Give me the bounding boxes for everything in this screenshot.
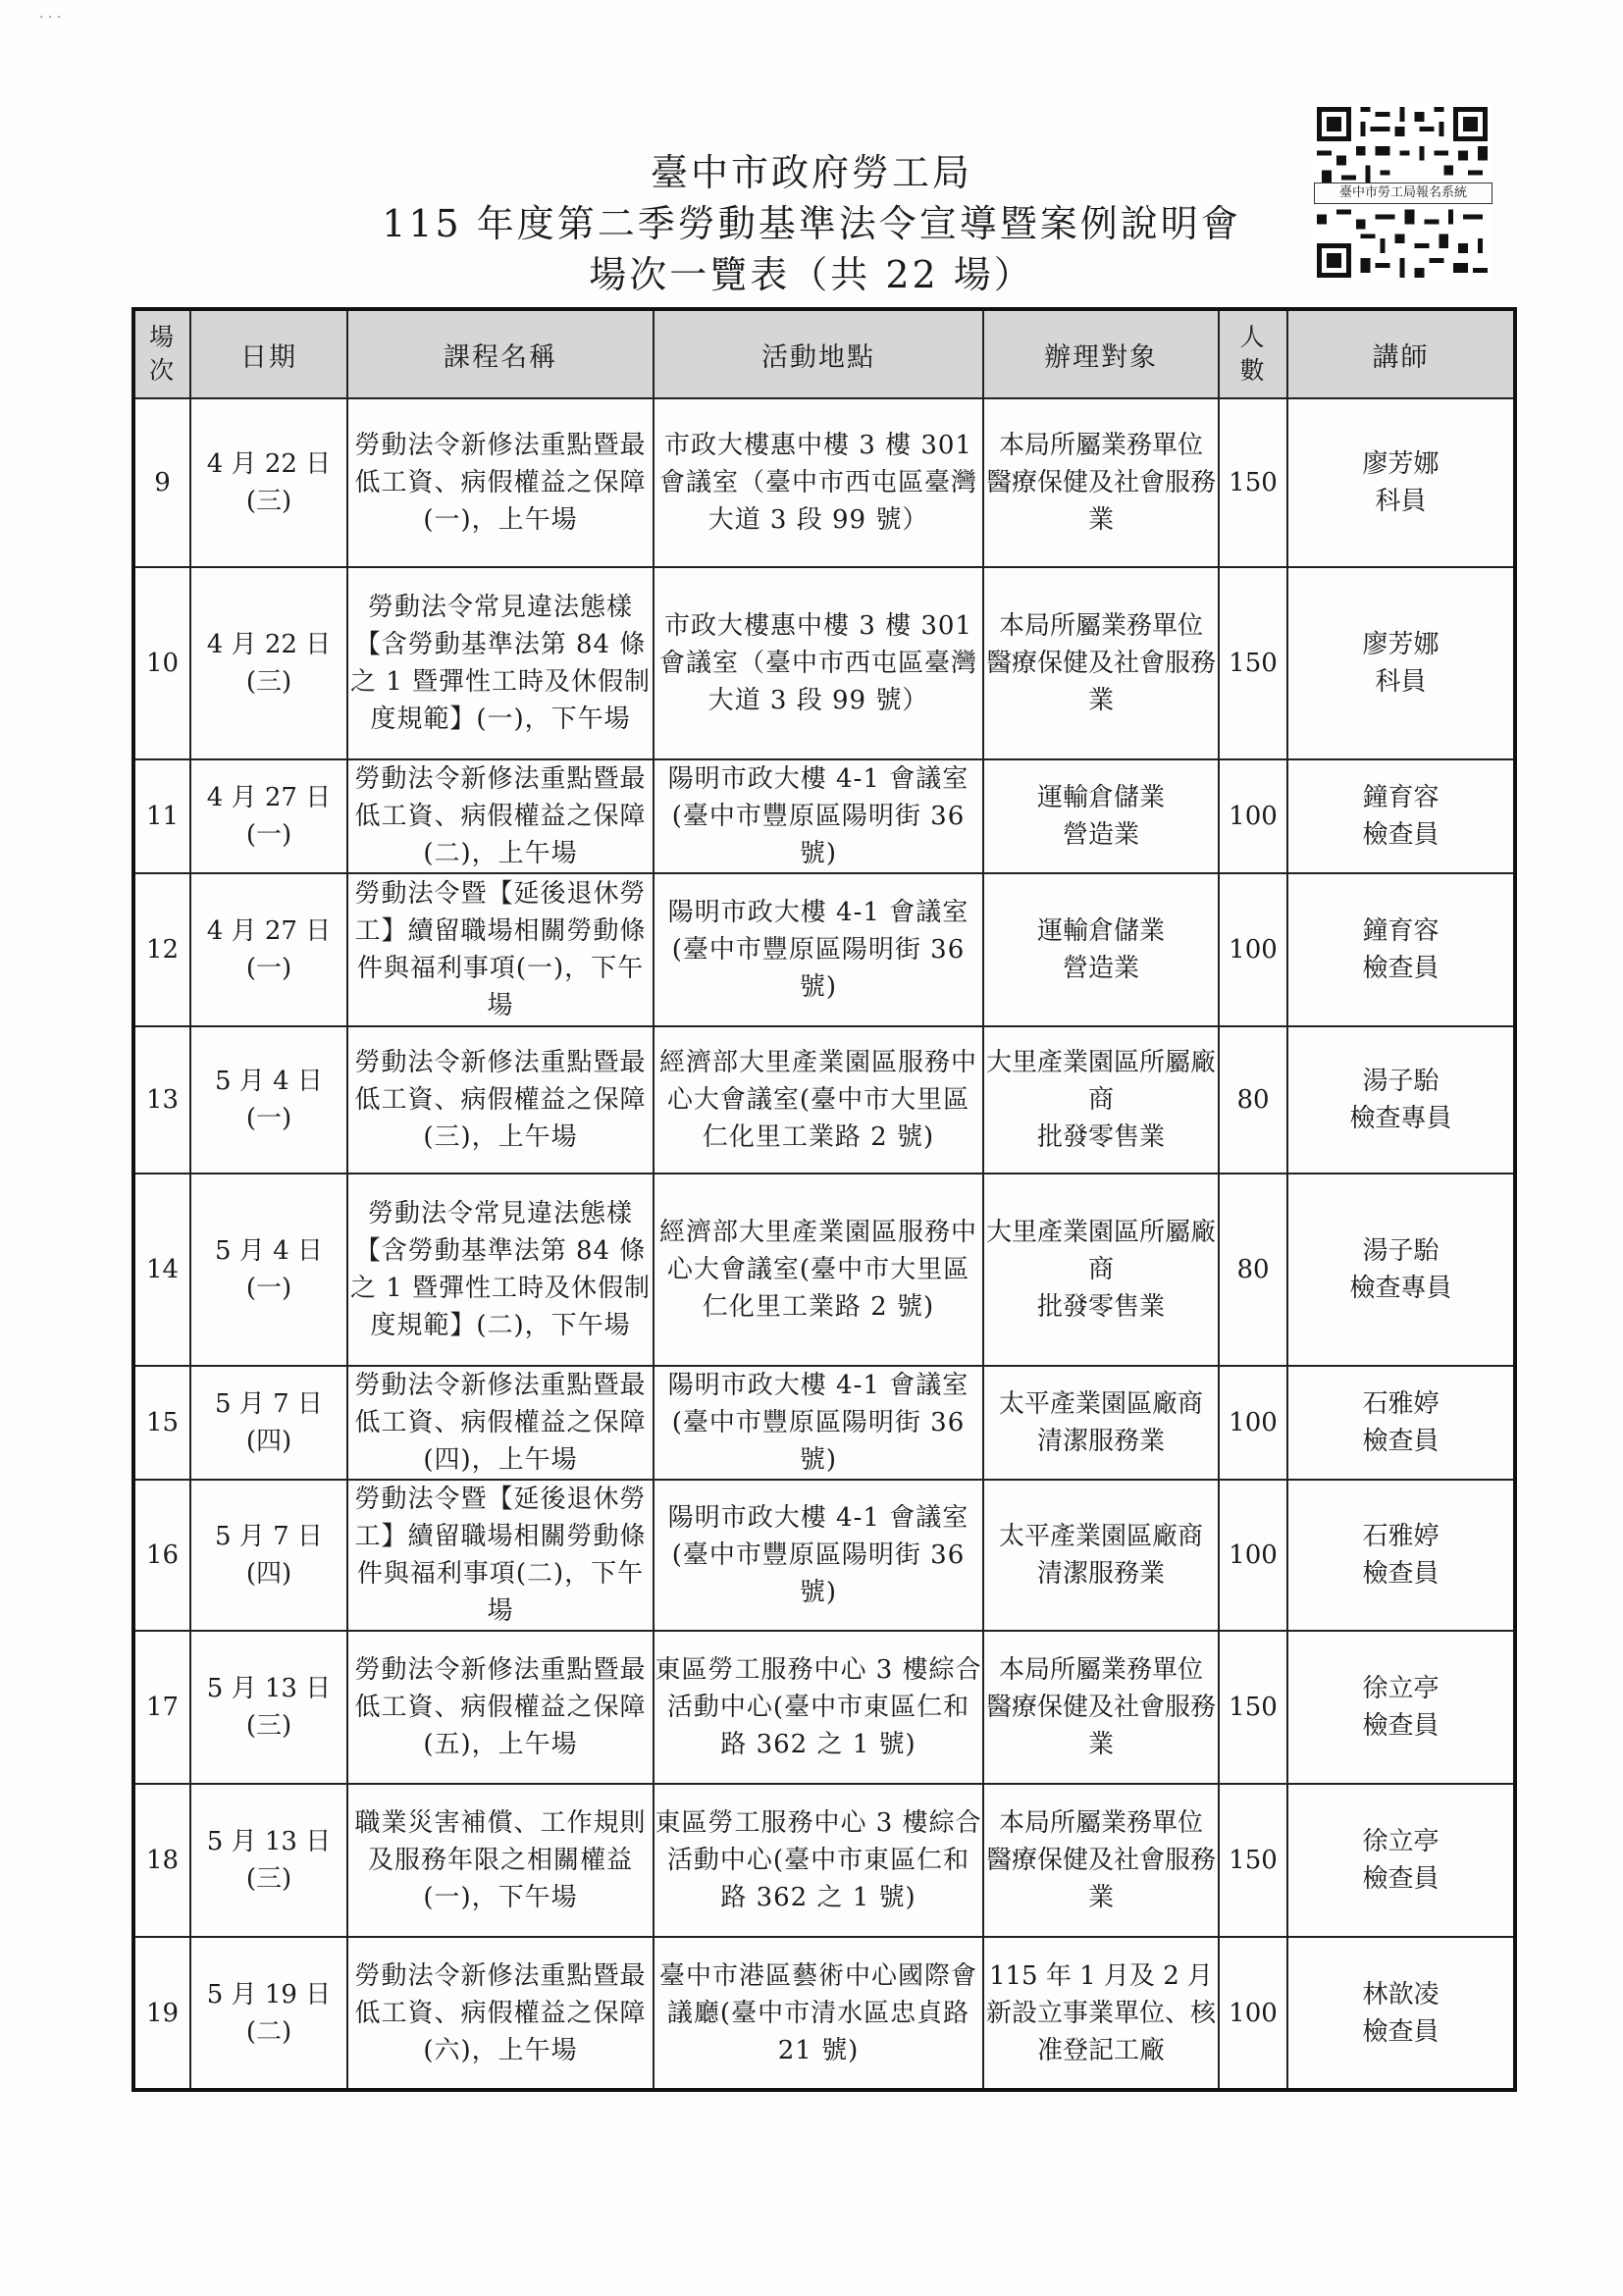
date-cell: 4 月 27 日 (一) [190,873,347,1026]
scan-marks: · · · [39,10,62,26]
count-cell: 150 [1219,567,1287,759]
lecturer-cell: 徐立亭 檢查員 [1287,1784,1515,1937]
place-cell: 陽明市政大樓 4-1 會議室(臺中市豐原區陽明街 36 號) [654,1366,983,1480]
target-cell: 本局所屬業務單位 醫療保健及社會服務業 [983,567,1219,759]
target-cell: 運輸倉儲業 營造業 [983,873,1219,1026]
col-header-lecturer: 講師 [1287,309,1515,398]
course-cell: 勞動法令常見違法態樣【含勞動基準法第 84 條之 1 暨彈性工時及休假制度規範】(一)，下午場 [347,567,654,759]
course-cell: 勞動法令常見違法態樣【含勞動基準法第 84 條之 1 暨彈性工時及休假制度規範】(二)，下午場 [347,1174,654,1366]
table-row [133,759,1515,873]
col-header-date: 日期 [190,309,347,398]
date-cell: 5 月 4 日 (一) [190,1174,347,1366]
count-cell: 80 [1219,1026,1287,1174]
place-cell: 東區勞工服務中心 3 樓綜合活動中心(臺中市東區仁和路 362 之 1 號) [654,1784,983,1937]
session-cell: 14 [133,1174,190,1366]
table-row [133,1366,1515,1480]
table-row [133,1026,1515,1174]
session-cell: 17 [133,1631,190,1784]
lecturer-cell: 廖芳娜 科員 [1287,567,1515,759]
date-cell: 4 月 22 日 (三) [190,398,347,567]
course-cell: 勞動法令新修法重點暨最低工資、病假權益之保障(二)，上午場 [347,759,654,873]
lecturer-cell: 湯子駘 檢查專員 [1287,1026,1515,1174]
date-cell: 4 月 27 日 (一) [190,759,347,873]
place-cell: 經濟部大里產業園區服務中心大會議室(臺中市大里區仁化里工業路 2 號) [654,1174,983,1366]
count-cell: 100 [1219,759,1287,873]
target-cell: 太平產業園區廠商 清潔服務業 [983,1366,1219,1480]
col-header-target: 辦理對象 [983,309,1219,398]
count-cell: 100 [1219,1480,1287,1631]
course-cell: 勞動法令新修法重點暨最低工資、病假權益之保障(三)，上午場 [347,1026,654,1174]
col-header-place: 活動地點 [654,309,983,398]
place-cell: 陽明市政大樓 4-1 會議室(臺中市豐原區陽明街 36 號) [654,873,983,1026]
place-cell: 臺中市港區藝術中心國際會議廳(臺中市清水區忠貞路 21 號) [654,1937,983,2090]
lecturer-cell: 徐立亭 檢查員 [1287,1631,1515,1784]
lecturer-cell: 湯子駘 檢查專員 [1287,1174,1515,1366]
table-row [133,1937,1515,2090]
date-cell: 5 月 7 日 (四) [190,1366,347,1480]
date-cell: 5 月 19 日 (二) [190,1937,347,2090]
schedule-table [131,307,1517,2092]
date-cell: 5 月 13 日 (三) [190,1631,347,1784]
table-row [133,1784,1515,1937]
place-cell: 東區勞工服務中心 3 樓綜合活動中心(臺中市東區仁和路 362 之 1 號) [654,1631,983,1784]
lecturer-cell: 林歆凌 檢查員 [1287,1937,1515,2090]
session-cell: 19 [133,1937,190,2090]
title-schedule: 場次一覽表（共 22 場） [589,253,1034,296]
table-row [133,567,1515,759]
target-cell: 大里產業園區所屬廠商 批發零售業 [983,1026,1219,1174]
course-cell: 勞動法令暨【延後退休勞工】續留職場相關勞動條件與福利事項(一)，下午場 [347,873,654,1026]
lecturer-cell: 鐘育容 檢查員 [1287,873,1515,1026]
course-cell: 勞動法令新修法重點暨最低工資、病假權益之保障(六)，上午場 [347,1937,654,2090]
target-cell: 115 年 1 月及 2 月新設立事業單位、核准登記工廠 [983,1937,1219,2090]
table-row [133,1174,1515,1366]
place-cell: 經濟部大里產業園區服務中心大會議室(臺中市大里區仁化里工業路 2 號) [654,1026,983,1174]
table-header-row [133,309,1515,398]
target-cell: 本局所屬業務單位 醫療保健及社會服務業 [983,1784,1219,1937]
count-cell: 80 [1219,1174,1287,1366]
date-cell: 5 月 7 日 (四) [190,1480,347,1631]
table-row [133,1631,1515,1784]
session-cell: 10 [133,567,190,759]
target-cell: 本局所屬業務單位 醫療保健及社會服務業 [983,398,1219,567]
target-cell: 太平產業園區廠商 清潔服務業 [983,1480,1219,1631]
table-row [133,398,1515,567]
target-cell: 本局所屬業務單位 醫療保健及社會服務業 [983,1631,1219,1784]
lecturer-cell: 廖芳娜 科員 [1287,398,1515,567]
count-cell: 100 [1219,1937,1287,2090]
course-cell: 勞動法令暨【延後退休勞工】續留職場相關勞動條件與福利事項(二)，下午場 [347,1480,654,1631]
course-cell: 勞動法令新修法重點暨最低工資、病假權益之保障(四)，上午場 [347,1366,654,1480]
course-cell: 職業災害補償、工作規則及服務年限之相關權益(一)，下午場 [347,1784,654,1937]
count-cell: 150 [1219,1784,1287,1937]
col-header-count: 人 數 [1219,309,1287,398]
qr-label: 臺中市勞工局報名系統 [1314,183,1492,204]
session-cell: 12 [133,873,190,1026]
target-cell: 運輸倉儲業 營造業 [983,759,1219,873]
count-cell: 150 [1219,1631,1287,1784]
course-cell: 勞動法令新修法重點暨最低工資、病假權益之保障(一)，上午場 [347,398,654,567]
session-cell: 16 [133,1480,190,1631]
title-event: 115 年度第二季勞動基準法令宣導暨案例說明會 [382,202,1241,245]
lecturer-cell: 石雅婷 檢查員 [1287,1480,1515,1631]
count-cell: 100 [1219,873,1287,1026]
session-cell: 18 [133,1784,190,1937]
col-header-course: 課程名稱 [347,309,654,398]
title-agency: 臺中市政府勞工局 [650,151,972,194]
session-cell: 13 [133,1026,190,1174]
place-cell: 陽明市政大樓 4-1 會議室(臺中市豐原區陽明街 36 號) [654,759,983,873]
date-cell: 5 月 13 日 (三) [190,1784,347,1937]
place-cell: 市政大樓惠中樓 3 樓 301 會議室（臺中市西屯區臺灣大道 3 段 99 號） [654,398,983,567]
place-cell: 陽明市政大樓 4-1 會議室(臺中市豐原區陽明街 36 號) [654,1480,983,1631]
place-cell: 市政大樓惠中樓 3 樓 301 會議室（臺中市西屯區臺灣大道 3 段 99 號） [654,567,983,759]
count-cell: 150 [1219,398,1287,567]
date-cell: 5 月 4 日 (一) [190,1026,347,1174]
lecturer-cell: 鐘育容 檢查員 [1287,759,1515,873]
course-cell: 勞動法令新修法重點暨最低工資、病假權益之保障(五)，上午場 [347,1631,654,1784]
session-cell: 15 [133,1366,190,1480]
session-cell: 9 [133,398,190,567]
table-row [133,873,1515,1026]
table-row [133,1480,1515,1631]
session-cell: 11 [133,759,190,873]
lecturer-cell: 石雅婷 檢查員 [1287,1366,1515,1480]
col-header-session: 場 次 [133,309,190,398]
count-cell: 100 [1219,1366,1287,1480]
target-cell: 大里產業園區所屬廠商 批發零售業 [983,1174,1219,1366]
date-cell: 4 月 22 日 (三) [190,567,347,759]
